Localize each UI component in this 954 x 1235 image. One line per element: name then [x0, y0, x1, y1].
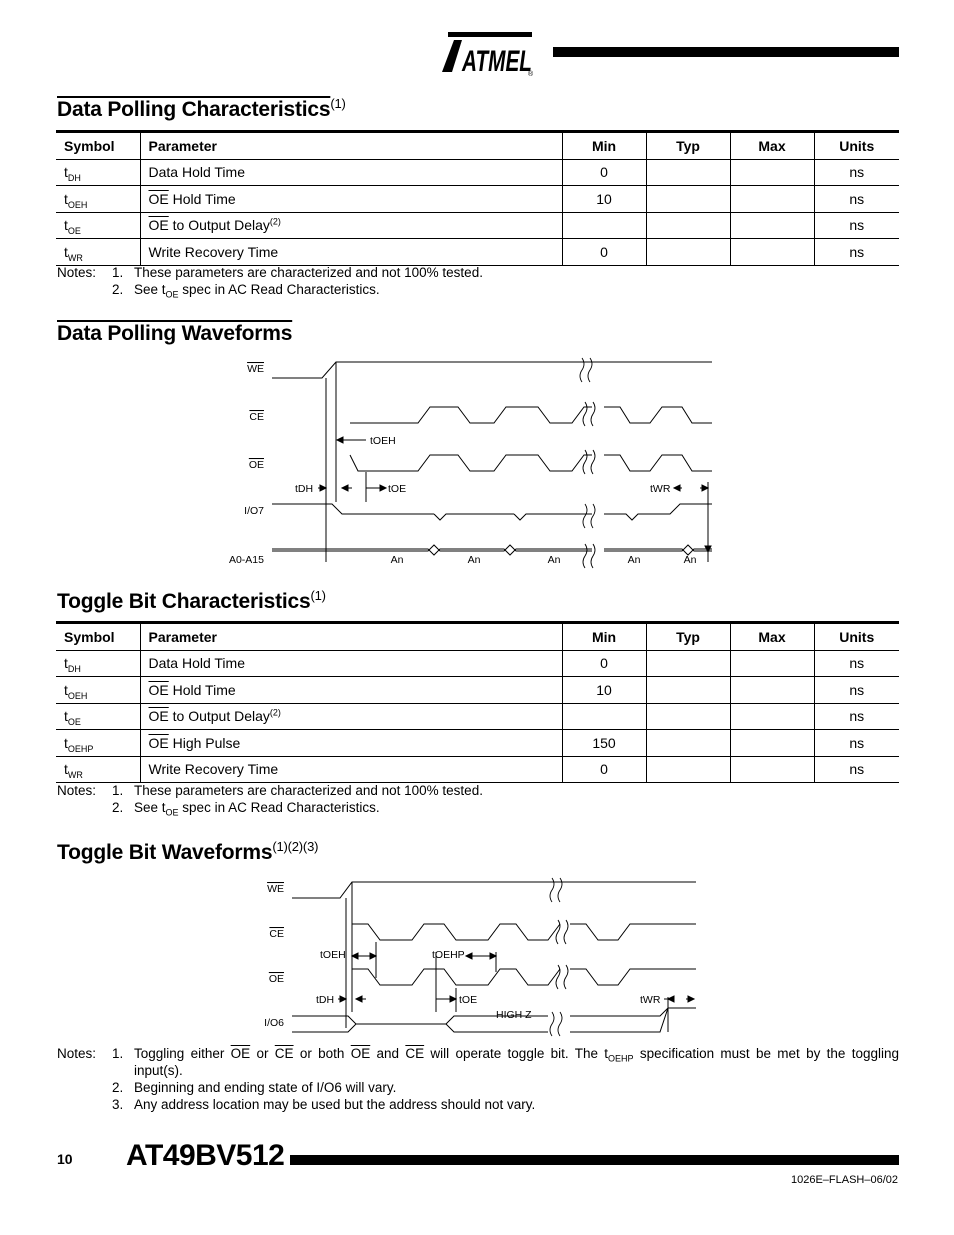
addr-an-1: An [390, 554, 404, 566]
tb-char-title: Toggle Bit Characteristics$^{(1)}$ [57, 588, 326, 613]
tb-note-1-cont: input(s). [134, 1063, 183, 1078]
table-row [56, 703, 899, 730]
note-2: See $t_{OE}$ spec in AC Read Characteristics. [134, 800, 380, 818]
cell-typ [646, 239, 730, 266]
addr-an-3: An [547, 554, 561, 566]
t-oeh-label: tOEH [370, 435, 396, 447]
sig-oe: OE [248, 459, 264, 471]
tb-note-1: Toggling either $\overline{OE}$ or $\overline{CE}$ or both $\overline{OE}$ and $\overline{CE}$ will operate toggle bit. The $t_{OEHP}$ specification must be met by the toggling [134, 1046, 899, 1064]
cell-max [730, 186, 814, 213]
cell-min: 0 [562, 159, 646, 186]
cell-typ [646, 730, 730, 757]
col-units: Units [814, 623, 899, 651]
cell-max [730, 159, 814, 186]
table-row [56, 159, 899, 186]
logo-text: ATMEL [461, 45, 532, 78]
col-max: Max [730, 132, 814, 160]
dp-char-notes: Notes: 1. These parameters are characterized and not 100% tested. 2. See $t_{OE}$ spec in AC Read Characteristics. [57, 265, 483, 300]
cell-symbol: $t_{OE}$ [56, 703, 140, 730]
cell-symbol: $t_{DH}$ [56, 650, 140, 677]
col-units: Units [814, 132, 899, 160]
t-wr-label: tWR [650, 483, 671, 495]
sig-ce: CE [269, 928, 284, 940]
cell-max [730, 239, 814, 266]
cell-typ [646, 186, 730, 213]
cell-parameter: Data Hold Time [140, 650, 562, 677]
sig-addr: A0-A15 [228, 554, 264, 566]
t-dh-label: tDH [295, 483, 314, 495]
col-max: Max [730, 623, 814, 651]
addr-an-5: An [683, 554, 697, 566]
cell-parameter: $\overline{OE}$ to Output Delay$^{(2)}$ [140, 703, 562, 730]
sig-io7: I/O7 [244, 505, 264, 517]
cell-units: ns [814, 730, 899, 757]
high-z-label: HIGH Z [496, 1009, 532, 1021]
cell-units: ns [814, 186, 899, 213]
cell-min: 0 [562, 239, 646, 266]
col-min: Min [562, 132, 646, 160]
page-number: 10 [57, 1151, 73, 1167]
tb-wave-notes: Notes: 1. Toggling either $\overline{OE}$ or $\overline{CE}$ or both $\overline{OE}$ and $\overline{CE}$ will operate toggle bit. The $t_{OEHP}$ specification must be met by the toggling input(s). 2. Beginning and ending state of I/O6 will vary. 3. Any address location may be used but the address should not vary. [57, 1046, 899, 1112]
table-row [56, 239, 899, 266]
part-number: AT49BV512 [126, 1139, 285, 1172]
col-min: Min [562, 623, 646, 651]
cell-max [730, 756, 814, 783]
cell-min: 10 [562, 186, 646, 213]
tb-note-2: Beginning and ending state of I/O6 will vary. [134, 1080, 397, 1095]
note-2: See $t_{OE}$ spec in AC Read Characteristics. [134, 282, 380, 300]
t-dh-label: tDH [316, 994, 335, 1006]
t-oe-label: tOE [459, 994, 478, 1006]
cell-max [730, 650, 814, 677]
t-oeh-label: tOEH [320, 949, 346, 961]
cell-parameter: $\overline{OE}$ Hold Time [140, 677, 562, 704]
tb-wave-title: Toggle Bit Waveforms$^{(1)(2)(3)}$ [57, 839, 319, 864]
cell-units: ns [814, 650, 899, 677]
cell-min: 150 [562, 730, 646, 757]
t-oehp-label: tOEHP [432, 949, 465, 961]
col-symbol: Symbol [56, 623, 140, 651]
cell-symbol: $t_{WR}$ [56, 239, 140, 266]
cell-typ [646, 703, 730, 730]
t-oe-label: tOE [388, 483, 407, 495]
cell-typ [646, 677, 730, 704]
notes-label: Notes: [57, 1046, 97, 1061]
tb-char-notes: Notes: 1. These parameters are characterized and not 100% tested. 2. See $t_{OE}$ spec in AC Read Characteristics. [57, 783, 483, 818]
cell-min: 0 [562, 650, 646, 677]
note-1: These parameters are characterized and not 100% tested. [134, 265, 483, 280]
table-row [56, 186, 899, 213]
cell-parameter: Data Hold Time [140, 159, 562, 186]
sig-we: WE [247, 363, 264, 375]
cell-units: ns [814, 703, 899, 730]
table-row [56, 650, 899, 677]
tb-note-3: Any address location may be used but the address should not vary. [134, 1097, 536, 1112]
cell-typ [646, 212, 730, 239]
cell-min: 0 [562, 756, 646, 783]
dp-wave-title: Data Polling Waveforms [57, 322, 293, 345]
tb-char-table [56, 621, 899, 783]
cell-symbol: $t_{OE}$ [56, 212, 140, 239]
dp-waveform-diagram [220, 352, 720, 574]
cell-max [730, 677, 814, 704]
t-wr-label: tWR [640, 994, 661, 1006]
cell-symbol: $t_{OEH}$ [56, 186, 140, 213]
dp-char-title: Data Polling Characteristics$^{(1)}$ [57, 96, 346, 121]
table-row [56, 730, 899, 757]
col-typ: Typ [646, 132, 730, 160]
table-header-row [56, 623, 899, 651]
cell-parameter: Write Recovery Time [140, 239, 562, 266]
col-parameter: Parameter [140, 132, 562, 160]
cell-symbol: $t_{WR}$ [56, 756, 140, 783]
cell-units: ns [814, 677, 899, 704]
addr-an-2: An [467, 554, 481, 566]
cell-max [730, 730, 814, 757]
col-typ: Typ [646, 623, 730, 651]
col-symbol: Symbol [56, 132, 140, 160]
cell-min: 10 [562, 677, 646, 704]
cell-typ [646, 756, 730, 783]
cell-typ [646, 650, 730, 677]
cell-parameter: $\overline{OE}$ Hold Time [140, 186, 562, 213]
cell-units: ns [814, 756, 899, 783]
sig-ce: CE [249, 411, 264, 423]
document-code: 1026E–FLASH–06/02 [790, 1174, 898, 1186]
table-row [56, 212, 899, 239]
cell-symbol: $t_{OEHP}$ [56, 730, 140, 757]
cell-parameter: $\overline{OE}$ High Pulse [140, 730, 562, 757]
cell-units: ns [814, 212, 899, 239]
cell-symbol: $t_{DH}$ [56, 159, 140, 186]
notes-label: Notes: [57, 783, 97, 798]
sig-oe: OE [268, 973, 284, 985]
footer-bar [290, 1155, 899, 1165]
tb-waveform-diagram [240, 872, 710, 1037]
cell-parameter: $\overline{OE}$ to Output Delay$^{(2)}$ [140, 212, 562, 239]
cell-typ [646, 159, 730, 186]
table-row [56, 677, 899, 704]
note-1: These parameters are characterized and not 100% tested. [134, 783, 483, 798]
atmel-logo [440, 30, 540, 80]
cell-symbol: $t_{OEH}$ [56, 677, 140, 704]
cell-max [730, 212, 814, 239]
cell-max [730, 703, 814, 730]
notes-label: Notes: [57, 265, 97, 280]
cell-min [562, 703, 646, 730]
dp-char-table [56, 130, 899, 266]
col-parameter: Parameter [140, 623, 562, 651]
sig-we: WE [267, 883, 284, 895]
cell-units: ns [814, 159, 899, 186]
atmel-logo-mark [442, 32, 532, 78]
table-header-row [56, 132, 899, 160]
header-bar [553, 47, 899, 57]
registered-mark: ® [528, 71, 534, 78]
table-row [56, 756, 899, 783]
cell-units: ns [814, 239, 899, 266]
cell-parameter: Write Recovery Time [140, 756, 562, 783]
cell-min [562, 212, 646, 239]
sig-io6: I/O6 [264, 1017, 284, 1029]
addr-an-4: An [627, 554, 641, 566]
